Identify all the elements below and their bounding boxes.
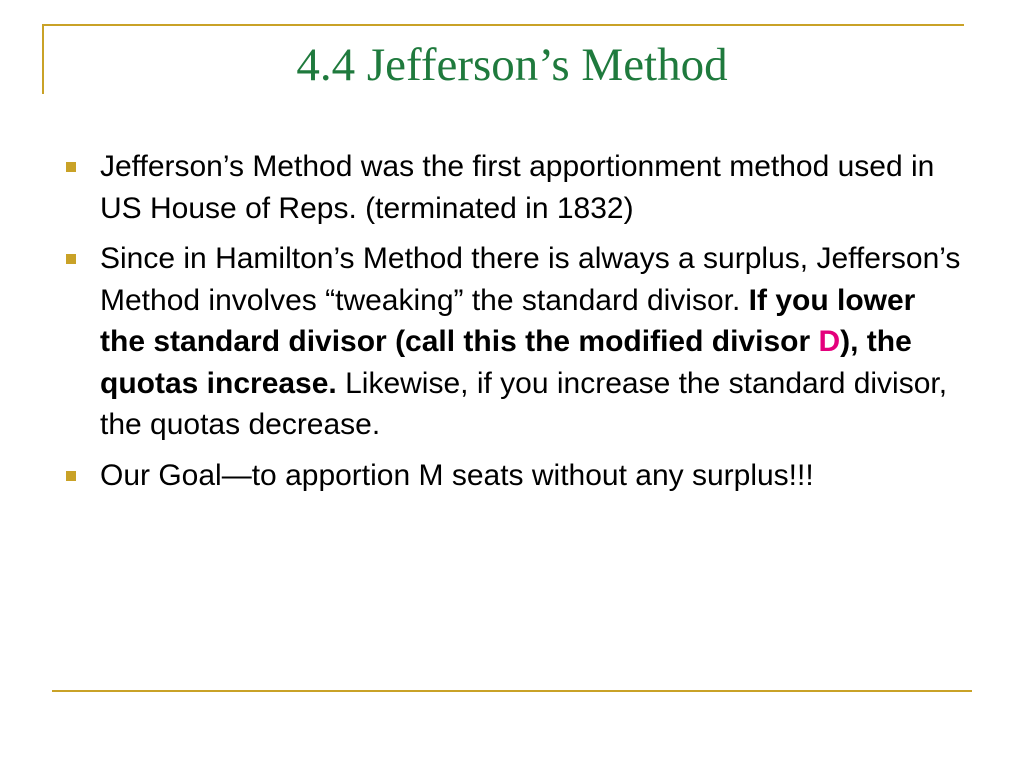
bullet-text: Our Goal—to apportion M seats without any surplus!!! — [100, 458, 814, 492]
bullet-bold-text: If you lower the standard divisor (call this the modified divisor — [100, 283, 916, 358]
bottom-rule — [52, 690, 972, 692]
bullet-text: Likewise, if you increase the standard divisor, the quotas decrease. — [100, 366, 948, 441]
bullet-text: Jefferson’s Method was the first apportionment method used in US House of Reps. (terminated in 1832) — [100, 150, 935, 225]
frame-top-rule — [42, 24, 964, 26]
square-bullet-icon — [66, 162, 76, 172]
square-bullet-icon — [66, 471, 76, 481]
bullet-list — [66, 146, 966, 505]
bullet-bold-text: ), the quotas increase. — [100, 325, 912, 400]
bullet-text: Since in Hamilton’s Method there is always a surplus, Jefferson’s Method involves “tweaking” the standard divisor. — [100, 242, 961, 317]
modified-divisor-symbol: D — [818, 325, 841, 358]
square-bullet-icon — [66, 254, 76, 264]
bullet-item — [66, 455, 966, 497]
bullet-item — [66, 146, 966, 229]
slide-title: 4.4 Jefferson’s Method — [296, 39, 728, 91]
bullet-item — [66, 238, 966, 446]
